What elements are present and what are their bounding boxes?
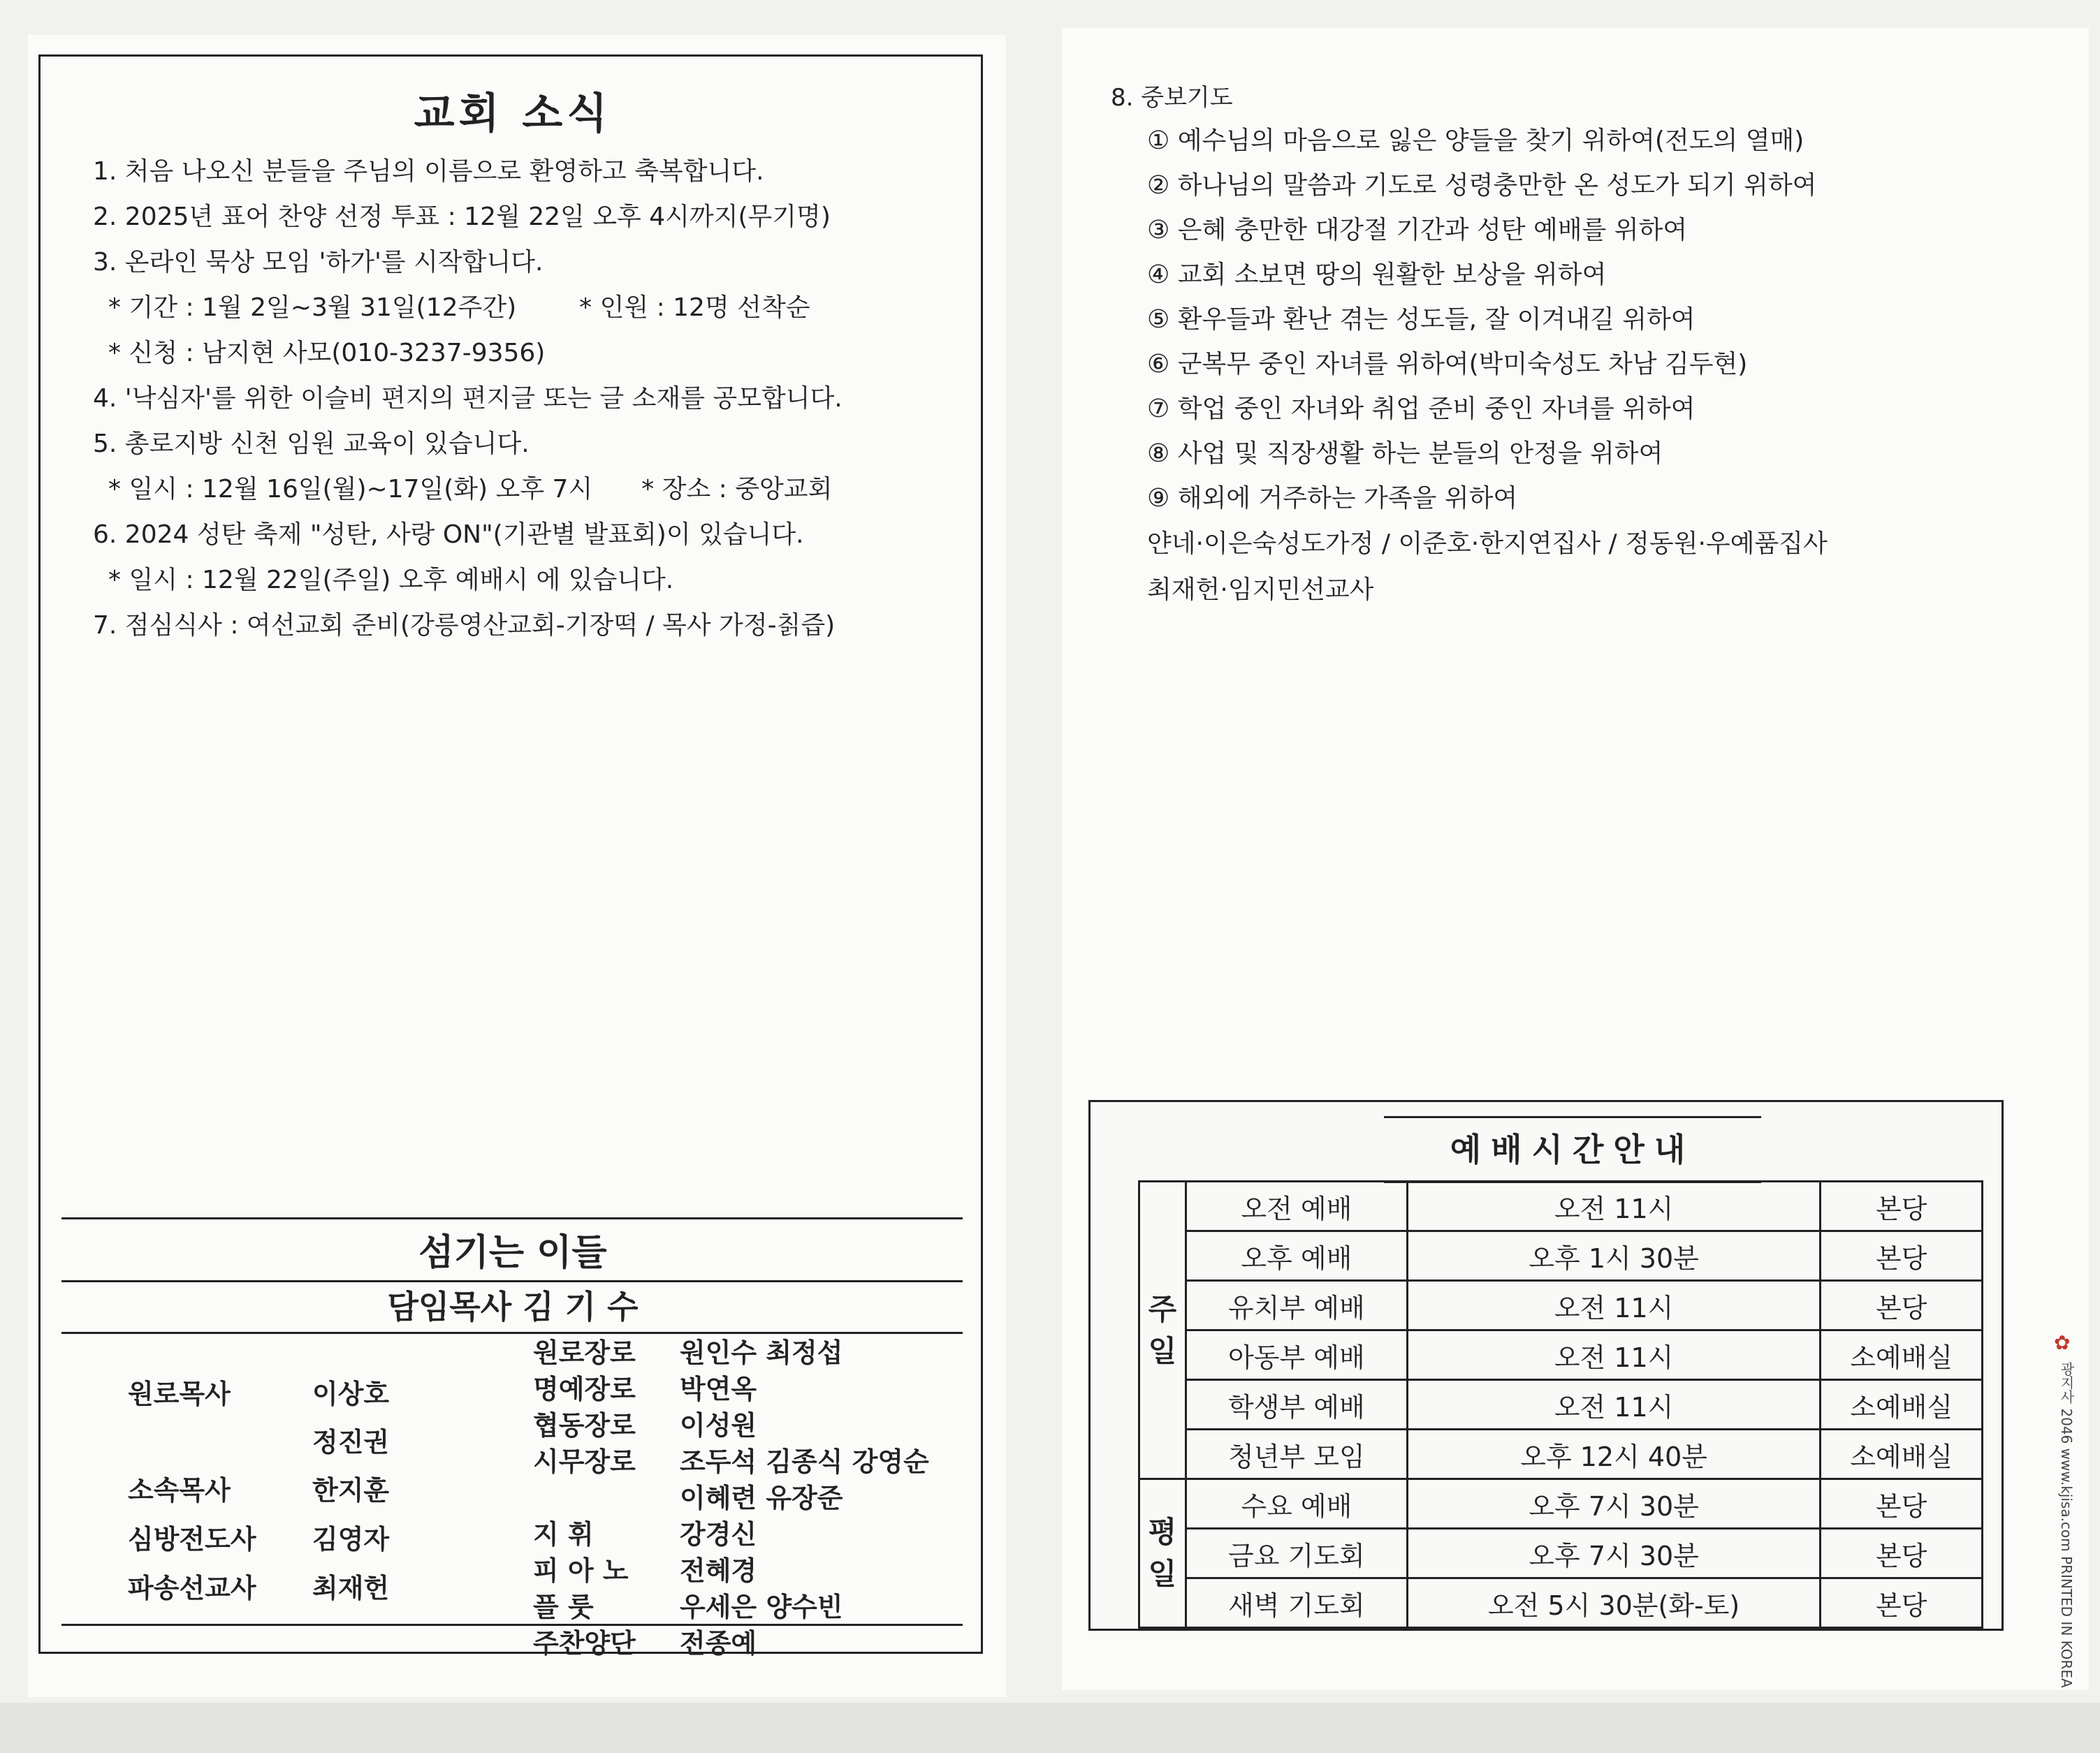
printer-credit: 광지사 2046 www.kjisa.com PRINTED IN KOREA <box>2058 1362 2075 1688</box>
servant-row <box>128 1466 389 1515</box>
prayer-item: ⑧ 사업 및 직장생활 하는 분들의 안정을 위하여 <box>1147 439 1663 468</box>
intercession-title: 8. 중보기도 <box>1111 84 1233 112</box>
servant-names: 이혜련 유장준 <box>680 1483 843 1513</box>
missionary-families-line-2: 최재헌·임지민선교사 <box>1147 575 1374 604</box>
servant-role: 원로장로 <box>533 1337 636 1368</box>
news-item-3-period-text: * 기간 : 1월 2일~3월 31일(12주간) <box>108 293 517 322</box>
servant-row <box>533 1625 929 1662</box>
servant-role: 플 룻 <box>533 1592 594 1622</box>
servant-row <box>128 1515 389 1564</box>
news-item-3: 3. 온라인 묵상 모임 '하가'를 시작합니다. <box>93 248 544 277</box>
servant-names: 정진권 <box>312 1427 390 1458</box>
servant-role: 파송선교사 <box>128 1573 256 1604</box>
service-name: 오후 예배 <box>1186 1231 1407 1281</box>
service-place: 본당 <box>1821 1578 1983 1628</box>
service-time: 오후 7시 30분 <box>1407 1479 1820 1529</box>
service-place: 본당 <box>1821 1281 1983 1330</box>
news-item-4: 4. '낙심자'를 위한 이슬비 편지의 편지글 또는 글 소재를 공모합니다. <box>93 384 843 413</box>
service-time: 오전 11시 <box>1407 1281 1820 1330</box>
prayer-item: ⑥ 군복무 중인 자녀를 위하여(박미숙성도 차남 김두현) <box>1147 350 1748 379</box>
servant-row <box>533 1444 929 1480</box>
table-row <box>1139 1578 1983 1628</box>
servant-names: 한지훈 <box>312 1475 390 1506</box>
service-name: 학생부 예배 <box>1186 1380 1407 1430</box>
servant-row <box>533 1407 929 1444</box>
news-item-2: 2. 2025년 표어 찬양 선정 투표 : 12월 22일 오후 4시까지(무기명) <box>93 203 831 231</box>
servant-role: 원로목사 <box>128 1379 231 1409</box>
prayer-item: ④ 교회 소보면 땅의 원활한 보상을 위하여 <box>1147 261 1607 289</box>
servants-top-rule <box>61 1217 963 1219</box>
news-item-3-apply: * 신청 : 남지현 사모(010-3237-9356) <box>108 339 546 367</box>
servant-names: 최재헌 <box>312 1573 390 1604</box>
servant-names: 강경신 <box>680 1519 757 1550</box>
servant-row <box>533 1480 929 1516</box>
news-item-3-capacity-text: * 인원 : 12명 선착순 <box>579 293 810 322</box>
servant-names: 박연옥 <box>680 1374 757 1404</box>
servants-bottom-rule <box>61 1624 963 1626</box>
servant-row <box>128 1564 389 1613</box>
servant-role: 협동장로 <box>533 1410 636 1441</box>
news-item-6-date: * 일시 : 12월 22일(주일) 오후 예배시 에 있습니다. <box>108 566 674 594</box>
servant-names: 원인수 최정섭 <box>680 1337 843 1368</box>
table-row <box>1139 1231 1983 1281</box>
service-place: 본당 <box>1821 1182 1983 1231</box>
bottom-edge <box>0 1703 2100 1753</box>
sunday-group-label: 주 일 <box>1139 1182 1186 1479</box>
service-time: 오전 11시 <box>1407 1182 1820 1231</box>
worship-schedule-box <box>1088 1100 2004 1631</box>
table-row <box>1139 1430 1983 1479</box>
service-time: 오후 1시 30분 <box>1407 1231 1820 1281</box>
church-news-frame <box>38 54 983 1659</box>
servant-role: 시무장로 <box>533 1446 636 1477</box>
servant-role: 심방전도사 <box>128 1524 256 1555</box>
table-row <box>1139 1380 1983 1430</box>
service-name: 청년부 모임 <box>1186 1430 1407 1479</box>
servant-names: 전종예 <box>680 1628 757 1659</box>
table-row <box>1139 1281 1983 1330</box>
weekday-group-label: 평 일 <box>1139 1479 1186 1628</box>
servant-row <box>533 1371 929 1407</box>
service-name: 오전 예배 <box>1186 1182 1407 1231</box>
prayer-item: ② 하나님의 말씀과 기도로 성령충만한 온 성도가 되기 위하여 <box>1147 171 1817 200</box>
intercession-section <box>1111 77 2075 613</box>
service-time: 오전 5시 30분(화-토) <box>1407 1578 1820 1628</box>
servant-role: 주찬양단 <box>533 1628 636 1659</box>
service-time: 오전 11시 <box>1407 1330 1820 1380</box>
servant-role: 소속목사 <box>128 1475 231 1506</box>
prayer-item: ③ 은혜 충만한 대강절 기간과 성탄 예배를 위하여 <box>1147 216 1688 244</box>
pastor-rule <box>61 1332 963 1334</box>
service-name: 금요 기도회 <box>1186 1529 1407 1578</box>
servant-role: 지 휘 <box>533 1519 594 1550</box>
service-time: 오전 11시 <box>1407 1380 1820 1430</box>
servant-row <box>533 1589 929 1625</box>
servants-title: 섬기는 이들 <box>418 1232 607 1274</box>
servants-left-column <box>128 1370 389 1613</box>
service-name: 아동부 예배 <box>1186 1330 1407 1380</box>
servant-row <box>128 1418 389 1466</box>
news-item-7: 7. 점심식사 : 여선교회 준비(강릉영산교회-기장떡 / 목사 가정-칡즙) <box>93 611 836 640</box>
service-name: 새벽 기도회 <box>1186 1578 1407 1628</box>
news-item-1: 1. 처음 나오신 분들을 주님의 이름으로 환영하고 축복합니다. <box>93 157 764 186</box>
servant-names: 조두석 김종식 강영순 <box>680 1446 929 1477</box>
service-place: 본당 <box>1821 1231 1983 1281</box>
servants-right-column <box>533 1335 929 1662</box>
missionary-families-line-1: 얀네·이은숙성도가정 / 이준호·한지연집사 / 정동원·우예품집사 <box>1147 529 1828 558</box>
servant-names: 이성원 <box>680 1410 757 1441</box>
news-title: 교회 소식 <box>414 89 612 138</box>
servant-role: 피 아 노 <box>533 1555 629 1586</box>
printer-logo-icon: ✿ <box>2054 1331 2071 1354</box>
worship-schedule-table <box>1138 1180 1983 1629</box>
service-name: 수요 예배 <box>1186 1479 1407 1529</box>
service-name: 유치부 예배 <box>1186 1281 1407 1330</box>
service-time: 오후 12시 40분 <box>1407 1430 1820 1479</box>
prayer-item: ⑤ 환우들과 환난 겪는 성도들, 잘 이겨내길 위하여 <box>1147 305 1696 334</box>
service-place: 소예배실 <box>1821 1380 1983 1430</box>
service-place: 본당 <box>1821 1529 1983 1578</box>
senior-pastor: 담임목사 김 기 수 <box>387 1288 639 1326</box>
servant-names: 전혜경 <box>680 1555 757 1586</box>
servant-row <box>533 1335 929 1371</box>
news-item-6: 6. 2024 성탄 축제 "성탄, 사랑 ON"(기관별 발표회)이 있습니다. <box>93 520 804 549</box>
news-item-5-date-text: * 일시 : 12월 16일(월)~17일(화) 오후 7시 <box>108 475 593 504</box>
prayer-item: ⑨ 해외에 거주하는 가족을 위하여 <box>1147 484 1518 513</box>
service-place: 소예배실 <box>1821 1430 1983 1479</box>
service-place: 소예배실 <box>1821 1330 1983 1380</box>
worship-schedule-title: 예배시간안내 <box>1384 1116 1761 1183</box>
service-place: 본당 <box>1821 1479 1983 1529</box>
servant-names: 이상호 <box>312 1379 390 1409</box>
servant-role: 명예장로 <box>533 1374 636 1404</box>
table-row <box>1139 1330 1983 1380</box>
news-list <box>93 149 952 648</box>
servant-row <box>128 1370 389 1418</box>
prayer-item: ⑦ 학업 중인 자녀와 취업 준비 중인 자녀를 위하여 <box>1147 395 1696 423</box>
news-item-3-period <box>93 285 952 330</box>
table-row <box>1139 1182 1983 1231</box>
news-item-5-place-text: * 장소 : 중앙교회 <box>641 475 833 504</box>
prayer-item: ① 예수님의 마음으로 잃은 양들을 찾기 위하여(전도의 열매) <box>1147 126 1804 155</box>
table-row <box>1139 1529 1983 1578</box>
servant-names: 우세은 양수빈 <box>680 1592 843 1622</box>
news-item-5: 5. 총로지방 신천 임원 교육이 있습니다. <box>93 430 530 458</box>
servant-row <box>533 1553 929 1589</box>
news-item-5-detail <box>93 467 952 512</box>
table-row <box>1139 1479 1983 1529</box>
service-time: 오후 7시 30분 <box>1407 1529 1820 1578</box>
servant-row <box>533 1516 929 1553</box>
servant-names: 김영자 <box>312 1524 390 1555</box>
